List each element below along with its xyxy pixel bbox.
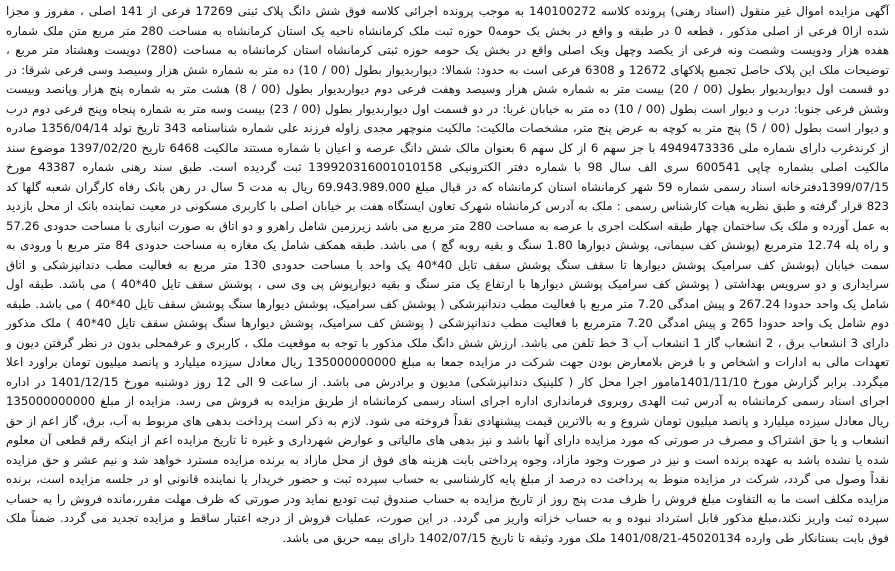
auction-notice-text: آگهی مزایده اموال غیر منقول (اسناد رهنی) پرونده کلاسه 140100272 به موجب پرونده اجرائی کلاسه فوق شش دانگ پلاک ثبتی 17269 فرعی از 141 اصلی ، مفروز و مجزا شده ازا0 فرعی از اصلی مذکور ، قطعه 0 در طبقه و واقع در بخش یک حومه0 حوزه ثبت ملک کرمانشاه ناحیه یک استان کرمانشاه به مساحت 280 متر مربع متن ملک شماره هفده هزار ودویست وشصت ونه فرعی از یکصد وچهل ویک اصلی واقع در بخش یک حومه حوزه ثبتی کرمانشاه استان کرمانشاه به مساحت (280) دویست وهشتاد متر مربع ، توضیحات ملک این پلاک حاصل تجمیع پلاکهای 12672 و 6308 فرعی است به حدود: شمالا: دیواربدیوار بطول (00 / 10) ده متر به شماره شش هزار وسیصد وسی فرعی شرقا: در دو قسمت اول دیواربدیوار بطول (00 / 20) بیست متر به شماره شش هزار وسیصد وهفت فرعی دوم دیواربدیوار بطول (00 / 8) هشت متر به شماره پنج هزار وپانصد وبیست وشش فرعی جنوبا: درب و دیوار است بطول (00 / 10) ده متر به خیابان غربا: در دو قسمت اول دیواربدیوار بطول (00 / 23) بیست وسه متر به شماره پنجاه وپنج فرعی دوم درب و دیوار است بطول (00 / 5) پنج متر به کوچه به عرض پنج متر، مشخصات مالکیت: مالکیت منوچهر مجدی زاوله فرزند علی شماره شناسنامه 343 تاریخ تولد 1356/04/14 صادره از کرندغرب دارای شماره ملی 4949473336 با جز سهم 6 از کل سهم 6 بعنوان مالک شش دانگ عرصه و اعیان با شماره مستند مالکیت 6468 تاریخ 1397/02/20 موضوع سند مالکیت اصلی بشماره چاپی 600541 سری الف سال 98 با شماره دفتر الکترونیکی 139920316001010158 ثبت گردیده است. طبق سند رهنی شماره 43387 مورخ 1399/07/15دفترخانه اسناد رسمی شماره 59 شهر کرمانشاه استان کرمانشاه که در قبال مبلغ 69.943.989.000 ریال به مدت 5 سال در رهن بانک رفاه کارگران شعبه گلها کد 823 قرار گرفته و طبق نظریه هیات کارشناس رسمی : ملک به آدرس کرمانشاه شهرک تعاون ایستگاه هفت بر خیابان اصلی با کاربری مسکونی در معیت نماینده بانک از محل بازدید به عمل آورده و ملک یک ساختمان چهار طبقه اسکلت اجری با عرصه به مساحت 280 متر مربع می باشد زیرزمین شامل راهرو و دو اتاق به صورت انباری با مساحت حدودی 57.26 و راه پله 12.74 مترمربع (پوشش کف سیمانی، پوشش دیوارها 1.80 سنگ و بقیه روبه گچ ) می باشد. طبقه همکف شامل یک مغازه به مساحت حدودی 84 متر مربع با ورودی به سمت خیابان (پوشش کف سرامیک پوشش دیوارها تا سقف سنگ پوشش سقف تایل 40*40 یک واحد با مساحت حدودی 130 متر مربع به فعالیت مطب دندانپزشکی و اتاق سرایداری و دو سرویس بهداشتی ( پوشش کف سرامیک پوشش دیوارها با ارتفاع یک متر سنگ و بقیه دیوارپوش پی وی سی ، پوشش سقف تایل 40*40 ) می باشد. طبقه اول شامل یک واحد حدودا 267.24 و پیش امدگی 7.20 متر مربع با فعالیت مطب دندانپزشکی ( پوشش کف سرامیک، پوشش دیوارها سنگ پوشش سقف تایل 40*40 ) می باشد. طبقه دوم شامل یک واحد حدودا 265 و پیش امدگی 7.20 مترمربع با فعالیت مطب دندانپزشکی ( پوشش کف سرامیک، پوشش دیوارها سنگ پوشش سقف تایل 40*40 ) ملک مذکور دارای 3 انشعاب برق ، 2 انشعاب گاز 1 انشعاب آب 3 خط تلفن می باشد. ارزش شش دانگ ملک مذکور با توجه به موقعیت ملک ، کاربری و عرفمحلی بدون در نظر گرفتن دیون و تعهدات مالی به ادارات و اشخاص و با فرض بلامعارض بودن جهت شرکت در مزایده جمعا به مبلغ 135000000000 ریال معادل سیزده میلیارد و پانصد میلیون تومان براورد اعلا میگردد. برابر گزارش مورخ 1401/11/10مامور اجرا محل کار ( کلینیک دندانپزشکی) مدیون و برادرش می باشد. از ساعت 9 الی 12 روز دوشنبه مورخ 1401/12/15 در اداره اجرای اسناد رسمی کرمانشاه به آدرس ثبت الهدی روبروی فرمانداری اداره اجرای اسناد رسمی کرمانشاه از طریق مزایده به فروش می رسد. مزایده از مبلغ 135000000000 ریال معادل سیزده میلیارد و پانصد میلیون تومان شروع و به بالاترین قیمت پیشنهادی نقداً فروخته می شود. لازم به ذکر است پرداخت بدهی های مربوط به آب، برق، گاز اعم از حق انشعاب و یا حق اشتراک و مصرف در صورتی که مورد مزایده دارای آنها باشد و نیز بدهی های مالیاتی و عوارض شهرداری و غیره تا تاریخ مزایده اعم از اینکه رقم قطعی آن معلوم شده یا نشده باشد به عهده برنده است و نیز در صورت وجود مازاد، وجوه پرداختی بابت هزینه های فوق از محل مازاد به برنده مزایده مسترد خواهد شد و نیم عشر و حق مزایده نقداً وصول می گردد، شرکت در مزایده منوط به پرداخت ده درصد از مبلغ پایه کارشناسی به حساب سپرده ثبت و حضور خریدار یا نماینده قانونی او در جلسه مزایده است، برنده مزایده مکلف است ما به التفاوت مبلغ فروش را ظرف مدت پنج روز از تاریخ مزایده به حساب صندوق ثبت تودیع نماید ودر صورتی که ظرف مهلت مقرر،مانده فروش را به حساب سپرده ثبت واریز نکند،مبلغ مذکور قابل استرداد نبوده و به حساب خزانه واریز می گردد. در این صورت، عملیات فروش از درجه اعتبار ساقط و مزایده تجدید می گردد. ضمناً ملک فوق بابت بستانکار طی وارده 45020134-1401/08/21 ملک مورد وثیقه تا تاریخ 1402/07/15 دارای بیمه حریق می باشد. [6,4,890,545]
